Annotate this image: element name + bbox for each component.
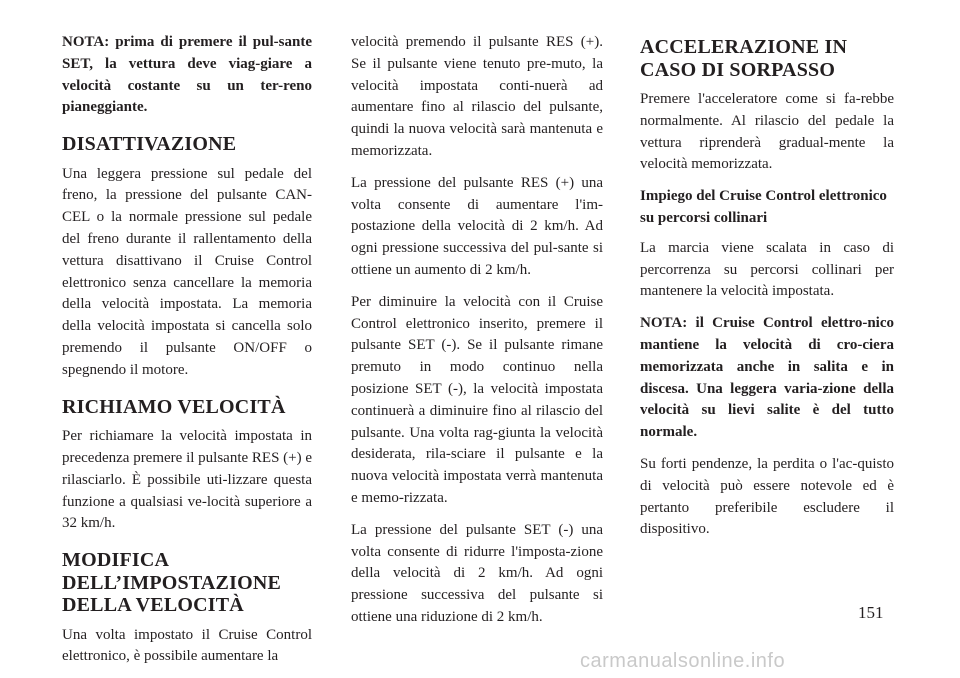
watermark: carmanualsonline.info [580, 650, 786, 672]
paragraph-set-button: La pressione del pulsante SET (-) una volta consente di ridurre l'imposta-zione della velocità di 2 km/h. Ad ogni pressione successiva del pulsante si ottiene una riduzione di 2 km/h. [351, 521, 603, 625]
note-set-button: NOTA: prima di premere il pul-sante SET, la vettura deve viag-giare a velocità costante su un ter-reno pianeggiante. [62, 34, 312, 116]
page-number: 151 [858, 603, 884, 622]
paragraph-disattivazione: Una leggera pressione sul pedale del freno, la pressione del pulsante CAN-CEL o la normale pressione sul pedale del freno durante il rallentamento della vettura disattivano il Cruise Control elettronico senza cancellare la memoria della velocità impostata. La memoria della velocità impostata si cancella solo premendo il pulsante ON/OFF o spegnendo il motore. [62, 165, 312, 378]
paragraph-forti-pendenze: Su forti pendenze, la perdita o l'ac-quisto di velocità può essere notevole ed è pertanto preferibile escludere il dispositivo. [640, 455, 894, 538]
column-1 [62, 32, 312, 678]
paragraph-modifica-continued: velocità premendo il pulsante RES (+). Se il pulsante viene tenuto pre-muto, la velocità impostata conti-nuerà ad aumentare fino al rilascio del pulsante, quindi la nuova velocità sarà mantenuta e memorizzata. [351, 34, 603, 159]
paragraph-richiamo-velocita: Per richiamare la velocità impostata in precedenza premere il pulsante RES (+) e rilasciarlo. È possibile uti-lizzare questa funzione a qualsiasi ve-locità superiore a 32 km/h. [62, 428, 313, 532]
heading-disattivazione: DISATTIVAZIONE [62, 133, 237, 156]
paragraph-accelerazione: Premere l'acceleratore come si fa-rebbe normalmente. Al rilascio del pedale la vettura riprenderà gradual-mente la velocità memorizzata. [640, 91, 894, 173]
column-2 [351, 32, 603, 639]
heading-richiamo-velocita: RICHIAMO VELOCITÀ [62, 395, 286, 418]
paragraph-diminuire-velocita: Per diminuire la velocità con il Cruise Control elettronico inserito, premere il pulsante SET (-). Se il pulsante rimane premuto in modo continuo nella posizione SET (-), la velocità impostata continuerà a diminuire fino al rilascio del pulsante. Una volta rag-giunta la velocità desiderata, rila-sciare il pulsante e la nuova velocità impostata verrà mantenuta e memo-rizzata. [351, 293, 603, 506]
paragraph-res-button: La pressione del pulsante RES (+) una volta consente di aumentare l'im-postazione della velocità di 2 km/h. Ad ogni pressione successiva del pul-sante si ottiene un aumento di 2 km/h. [351, 174, 603, 278]
paragraph-modifica-start: Una volta impostato il Cruise Control elettronico, è possibile aumentare la [62, 626, 312, 665]
paragraph-percorsi-collinari: La marcia viene scalata in caso di percorrenza su percorsi collinari per mantenere la velocità impostata. [640, 239, 894, 300]
heading-modifica-impostazione: MODIFICA DELL’IMPOSTAZIONE DELLA VELOCITÀ [62, 549, 282, 617]
heading-accelerazione-sorpasso: ACCELERAZIONE IN CASO DI SORPASSO [640, 36, 848, 81]
subheading-percorsi-collinari: Impiego del Cruise Control elettronico su percorsi collinari [640, 188, 887, 226]
note-cruise-control: NOTA: il Cruise Control elettro-nico mantiene la velocità di cro-ciera memorizzata anche in salita e in discesa. Una leggera varia-zione della velocità su lievi salite è del tutto normale. [640, 315, 894, 441]
column-3 [640, 32, 894, 551]
